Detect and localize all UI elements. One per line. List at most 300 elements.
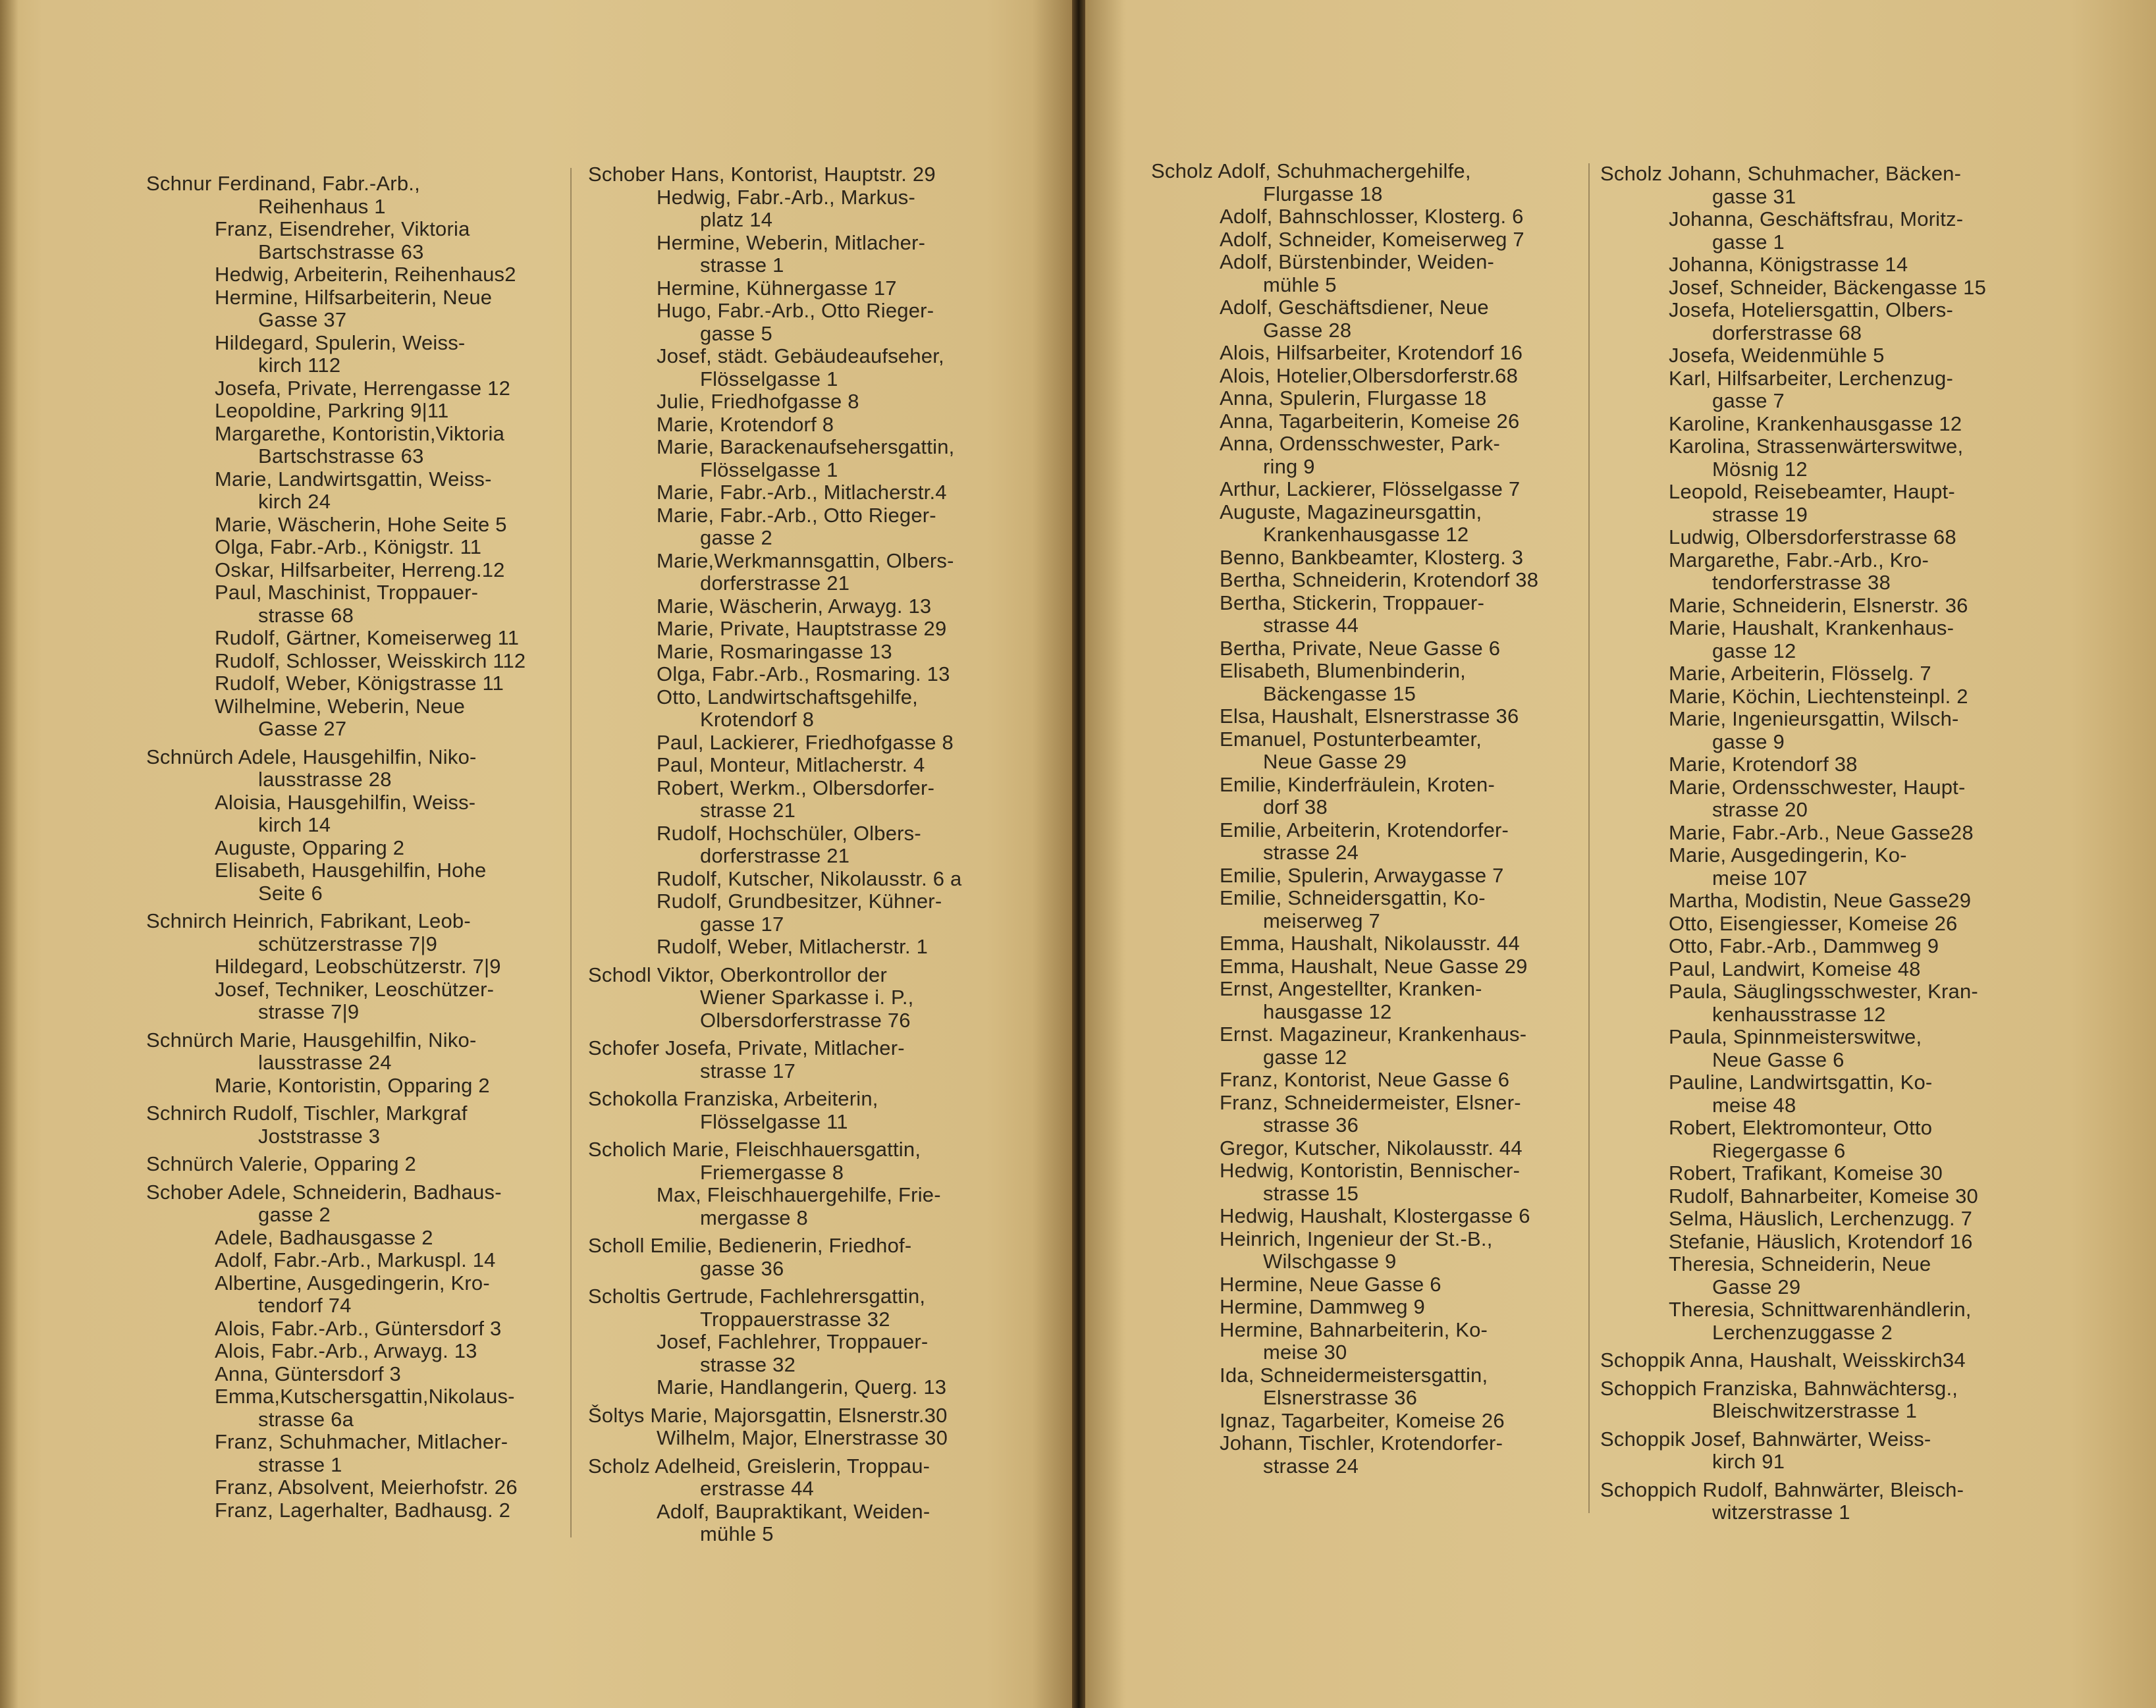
entry-continuation: gasse 9 — [1712, 730, 1785, 753]
directory-entry — [1151, 592, 1579, 637]
entry-text: Scholich Marie, Fleischhauersgattin, — [588, 1138, 921, 1161]
entry-continuation: Wiener Sparkasse i. P., — [700, 986, 914, 1009]
directory-entry — [1600, 708, 2022, 753]
entry-continuation: gasse 17 — [700, 912, 784, 936]
entry-text: Scholz Adelheid, Greislerin, Troppau- — [588, 1454, 930, 1478]
entry-text: Elsa, Haushalt, Elsnerstrasse 36 — [1220, 705, 1519, 728]
directory-entry — [1151, 1410, 1579, 1433]
directory-entry — [588, 595, 1010, 618]
entry-text: Scholtis Gertrude, Fachlehrersgattin, — [588, 1285, 926, 1308]
directory-entry — [588, 936, 1010, 959]
directory-entry — [146, 1340, 554, 1363]
entry-text: Marie, Fabr.-Arb., Otto Rieger- — [657, 503, 936, 527]
entry-text: Schober Hans, Kontorist, Hauptstr. 29 — [588, 163, 936, 186]
entry-text: Anna, Tagarbeiterin, Komeise 26 — [1220, 409, 1520, 433]
entry-text: Hugo, Fabr.-Arb., Otto Rieger- — [657, 299, 934, 322]
entry-text: Emilie, Spulerin, Arwaygasse 7 — [1220, 863, 1504, 887]
entry-text: Marie, Krotendorf 38 — [1669, 753, 1858, 776]
entry-text: Johanna, Geschäftsfrau, Moritz- — [1669, 207, 1964, 230]
entry-text: Otto, Eisengiesser, Komeise 26 — [1669, 911, 1958, 935]
entry-text: Alois, Hilfsarbeiter, Krotendorf 16 — [1220, 341, 1523, 364]
entry-text: Hildegard, Leobschützerstr. 7|9 — [215, 955, 501, 978]
entry-text: Emilie, Schneidersgattin, Ko- — [1220, 886, 1486, 909]
entry-continuation: gasse 1 — [1712, 230, 1785, 254]
directory-entry — [1151, 774, 1579, 819]
directory-entry — [1600, 344, 2022, 367]
entry-text: Schoppik Josef, Bahnwärter, Weiss- — [1600, 1427, 1931, 1451]
entry-text: Margarethe, Fabr.-Arb., Kro- — [1669, 548, 1929, 572]
entry-text: Martha, Modistin, Neue Gasse29 — [1669, 889, 1972, 912]
directory-entry — [1600, 753, 2022, 776]
entry-continuation: Krankenhausgasse 12 — [1263, 523, 1469, 546]
directory-entry — [588, 186, 1010, 232]
entry-text: Leopold, Reisebeamter, Haupt- — [1669, 480, 1955, 503]
entry-text: Aloisia, Hausgehilfin, Weiss- — [215, 790, 476, 814]
entry-text: Adolf, Bürstenbinder, Weiden- — [1220, 250, 1495, 273]
entry-text: Hermine, Weberin, Mitlacher- — [657, 230, 926, 254]
directory-entry — [146, 627, 554, 650]
entry-continuation: Gasse 29 — [1712, 1275, 1801, 1298]
directory-entry — [1600, 1231, 2022, 1254]
directory-entry — [1600, 958, 2022, 981]
directory-entry — [146, 1363, 554, 1386]
directory-entry-surname — [1600, 1349, 2022, 1372]
entry-text: Otto, Landwirtschaftsgehilfe, — [657, 685, 918, 708]
directory-entry — [588, 618, 1010, 641]
entry-text: Anna, Ordensschwester, Park- — [1220, 432, 1501, 455]
directory-entry — [146, 1272, 554, 1318]
entry-text: Adolf, Baupraktikant, Weiden- — [657, 1499, 930, 1523]
directory-entry — [1151, 342, 1579, 365]
entry-continuation: schützerstrasse 7|9 — [258, 932, 438, 955]
entry-continuation: Olbersdorferstrasse 76 — [700, 1008, 911, 1032]
directory-entry — [588, 436, 1010, 481]
directory-entry — [146, 955, 554, 978]
directory-entry — [146, 536, 554, 559]
directory-entry — [146, 468, 554, 514]
entry-text: Marie, Barackenaufsehersgattin, — [657, 435, 955, 458]
directory-entry — [588, 1184, 1010, 1229]
entry-text: Auguste, Magazineursgattin, — [1220, 500, 1482, 523]
directory-entry — [588, 481, 1010, 504]
directory-entry — [146, 1318, 554, 1341]
directory-entry — [1151, 1364, 1579, 1410]
entry-text: Robert, Trafikant, Komeise 30 — [1669, 1161, 1943, 1185]
directory-entry — [588, 641, 1010, 664]
entry-text: Marie, Fabr.-Arb., Mitlacherstr.4 — [657, 481, 947, 504]
entry-text: Šoltys Marie, Majorsgattin, Elsnerstr.30 — [588, 1403, 948, 1427]
directory-entry-surname — [588, 1088, 1010, 1133]
entry-continuation: tendorferstrasse 38 — [1712, 571, 1891, 594]
entry-text: Rudolf, Weber, Königstrasse 11 — [215, 672, 504, 695]
entry-text: Marie, Handlangerin, Querg. 13 — [657, 1375, 947, 1399]
entry-text: Bertha, Private, Neue Gasse 6 — [1220, 636, 1501, 660]
directory-entry — [588, 300, 1010, 345]
directory-entry — [588, 777, 1010, 822]
entry-text: Ludwig, Olbersdorferstrasse 68 — [1669, 525, 1956, 548]
entry-continuation: dorferstrasse 68 — [1712, 321, 1862, 344]
directory-entry — [146, 218, 554, 263]
entry-text: Marie, Köchin, Liechtensteinpl. 2 — [1669, 684, 1968, 708]
entry-text: Schnirch Heinrich, Fabrikant, Leob- — [146, 909, 471, 932]
entry-continuation: strasse 19 — [1712, 502, 1808, 526]
entry-continuation: strasse 21 — [700, 799, 796, 822]
entry-continuation: strasse 1 — [258, 1453, 342, 1476]
entry-text: Schnur Ferdinand, Fabr.-Arb., — [146, 172, 420, 195]
entry-continuation: Bartschstrasse 63 — [258, 240, 424, 263]
entry-continuation: witzerstrasse 1 — [1712, 1501, 1850, 1524]
directory-entry — [1600, 662, 2022, 685]
entry-text: Emma, Haushalt, Neue Gasse 29 — [1220, 954, 1528, 978]
entry-text: Schnirch Rudolf, Tischler, Markgraf — [146, 1102, 468, 1125]
entry-text: Josef, Fachlehrer, Troppauer- — [657, 1330, 929, 1353]
entry-text: Schokolla Franziska, Arbeiterin, — [588, 1087, 878, 1110]
directory-entry — [1600, 844, 2022, 890]
directory-entry-surname — [1600, 1479, 2022, 1524]
directory-entry — [146, 1075, 554, 1098]
entry-text: Paul, Maschinist, Troppauer- — [215, 581, 479, 604]
entry-continuation: strasse 20 — [1712, 798, 1808, 821]
directory-entry-surname — [146, 1102, 554, 1148]
directory-entry — [588, 1501, 1010, 1546]
directory-entry — [1600, 617, 2022, 662]
directory-entry — [588, 1427, 1010, 1450]
entry-text: Rudolf, Grundbesitzer, Kühner- — [657, 890, 942, 913]
entry-text: Emilie, Arbeiterin, Krotendorfer- — [1220, 818, 1509, 841]
entry-text: Marie, Schneiderin, Elsnerstr. 36 — [1669, 593, 1968, 617]
directory-entry — [588, 504, 1010, 550]
directory-entry — [1151, 251, 1579, 296]
entry-text: Marie, Ingenieursgattin, Wilsch- — [1669, 707, 1959, 730]
directory-entry-surname — [1600, 163, 2022, 208]
entry-continuation: gasse 31 — [1712, 184, 1796, 208]
entry-text: Schnürch Adele, Hausgehilfin, Niko- — [146, 745, 477, 768]
entry-text: Josefa, Hoteliersgattin, Olbers- — [1669, 298, 1953, 321]
directory-entry — [588, 550, 1010, 595]
entry-text: Josef, Schneider, Bäckengasse 15 — [1669, 275, 1987, 299]
entry-text: Emma,Kutschersgattin,Nikolaus- — [215, 1385, 515, 1408]
directory-entry — [1151, 296, 1579, 342]
entry-text: Rudolf, Gärtner, Komeiserweg 11 — [215, 626, 520, 649]
entry-continuation: Bartschstrasse 63 — [258, 444, 424, 467]
entry-text: Schoppich Rudolf, Bahnwärter, Bleisch- — [1600, 1478, 1964, 1501]
entry-continuation: gasse 36 — [700, 1256, 784, 1280]
entry-text: Benno, Bankbeamter, Klosterg. 3 — [1220, 545, 1524, 569]
entry-text: Bertha, Stickerin, Troppauer- — [1220, 591, 1485, 614]
entry-text: Franz, Schuhmacher, Mitlacher- — [215, 1430, 508, 1453]
entry-text: Adolf, Bahnschlosser, Klosterg. 6 — [1220, 205, 1524, 228]
directory-entry — [588, 232, 1010, 277]
entry-continuation: tendorf 74 — [258, 1294, 352, 1317]
entry-continuation: kirch 14 — [258, 813, 331, 836]
entry-continuation: hausgasse 12 — [1263, 1000, 1392, 1023]
entry-continuation: Flösselgasse 1 — [700, 458, 838, 481]
entry-continuation: Elsnerstrasse 36 — [1263, 1386, 1418, 1409]
left-page — [0, 0, 1072, 1708]
directory-entry — [1151, 660, 1579, 705]
entry-text: Rudolf, Kutscher, Nikolausstr. 6 a — [657, 867, 962, 890]
directory-entry — [1151, 1205, 1579, 1228]
entry-continuation: gasse 7 — [1712, 389, 1785, 412]
directory-entry — [1151, 705, 1579, 728]
entry-continuation: platz 14 — [700, 208, 773, 231]
entry-text: Scholz Adolf, Schuhmachergehilfe, — [1151, 159, 1471, 182]
entry-text: Marie,Werkmannsgattin, Olbers- — [657, 548, 954, 572]
entry-text: Franz, Lagerhalter, Badhausg. 2 — [215, 1498, 511, 1522]
entry-continuation: lausstrasse 24 — [258, 1051, 392, 1074]
entry-text: Wilhelmine, Weberin, Neue — [215, 694, 466, 718]
directory-entry — [1600, 413, 2022, 436]
directory-entry — [146, 1476, 554, 1499]
entry-text: Rudolf, Weber, Mitlacherstr. 1 — [657, 935, 929, 958]
directory-entry — [1151, 955, 1579, 978]
entry-text: Schober Adele, Schneiderin, Badhaus- — [146, 1180, 502, 1204]
directory-entry — [588, 414, 1010, 437]
entry-text: Ernst, Angestellter, Kranken- — [1220, 977, 1482, 1000]
entry-text: Robert, Elektromonteur, Otto — [1669, 1116, 1933, 1139]
directory-entry — [1151, 365, 1579, 388]
entry-text: Johann, Tischler, Krotendorfer- — [1220, 1431, 1503, 1454]
directory-entry — [588, 732, 1010, 755]
directory-entry-surname — [1600, 1377, 2022, 1423]
entry-text: Josef, städt. Gebäudeaufseher, — [657, 344, 944, 367]
entry-text: Josefa, Private, Herrengasse 12 — [215, 376, 511, 400]
directory-entry — [1600, 1117, 2022, 1162]
entry-continuation: Flösselgasse 11 — [700, 1109, 848, 1133]
directory-entry-surname — [588, 1404, 1010, 1428]
entry-text: Marie, Landwirtsgattin, Weiss- — [215, 467, 492, 491]
directory-entry-surname — [588, 1455, 1010, 1501]
directory-entry — [1600, 1026, 2022, 1071]
entry-continuation: mergasse 8 — [700, 1206, 808, 1229]
entry-text: Leopoldine, Parkring 9|11 — [215, 399, 449, 422]
directory-entry-surname — [146, 1029, 554, 1075]
directory-entry — [146, 423, 554, 468]
entry-text: Paula, Spinnmeisterswitwe, — [1669, 1025, 1922, 1048]
column-divider — [1588, 163, 1590, 1513]
column-1 — [146, 173, 554, 1522]
entry-continuation: meise 30 — [1263, 1341, 1347, 1364]
directory-entry — [146, 514, 554, 537]
directory-entry — [1151, 887, 1579, 932]
directory-entry — [1600, 913, 2022, 936]
directory-entry — [1600, 1208, 2022, 1231]
directory-entry — [1600, 208, 2022, 254]
directory-entry — [588, 1331, 1010, 1376]
directory-entry-surname — [1151, 160, 1579, 205]
directory-entry — [1151, 1160, 1579, 1205]
directory-entry — [1600, 254, 2022, 277]
directory-entry — [1600, 980, 2022, 1026]
entry-text: Scholl Emilie, Bedienerin, Friedhof- — [588, 1234, 912, 1257]
entry-continuation: strasse 7|9 — [258, 1000, 360, 1023]
directory-entry — [1151, 1273, 1579, 1296]
directory-entry — [1151, 433, 1579, 478]
entry-continuation: Krotendorf 8 — [700, 708, 815, 731]
entry-text: Gregor, Kutscher, Nikolausstr. 44 — [1220, 1136, 1523, 1160]
directory-entry — [1151, 1319, 1579, 1364]
entry-text: Rudolf, Bahnarbeiter, Komeise 30 — [1669, 1184, 1978, 1208]
directory-entry — [146, 650, 554, 673]
entry-text: Anna, Güntersdorf 3 — [215, 1362, 401, 1385]
entry-text: Franz, Eisendreher, Viktoria — [215, 217, 470, 240]
entry-text: Schnürch Valerie, Opparing 2 — [146, 1152, 416, 1175]
right-page — [1085, 0, 2156, 1708]
directory-entry — [1600, 890, 2022, 913]
directory-entry — [1600, 277, 2022, 300]
entry-text: Selma, Häuslich, Lerchenzugg. 7 — [1669, 1207, 1973, 1230]
entry-continuation: Bleischwitzerstrasse 1 — [1712, 1399, 1918, 1422]
column-divider — [570, 168, 572, 1537]
directory-entry — [588, 1376, 1010, 1399]
entry-text: Hedwig, Kontoristin, Bennischer- — [1220, 1159, 1521, 1182]
column-2 — [588, 163, 1010, 1546]
entry-text: Ernst. Magazineur, Krankenhaus- — [1220, 1023, 1527, 1046]
entry-continuation: erstrasse 44 — [700, 1477, 814, 1500]
directory-entry — [1151, 1228, 1579, 1273]
directory-entry-surname — [588, 1138, 1010, 1184]
directory-entry — [146, 1227, 554, 1250]
entry-text: Elisabeth, Hausgehilfin, Hohe — [215, 859, 487, 882]
directory-entry — [1600, 1298, 2022, 1344]
entry-continuation: lausstrasse 28 — [258, 768, 392, 791]
directory-entry — [146, 332, 554, 377]
entry-text: Marie, Kontoristin, Opparing 2 — [215, 1073, 490, 1097]
directory-entry — [1600, 367, 2022, 413]
entry-continuation: gasse 2 — [700, 526, 772, 549]
entry-text: Elisabeth, Blumenbinderin, — [1220, 659, 1466, 682]
directory-entry — [1151, 569, 1579, 592]
entry-continuation: strasse 24 — [1263, 1454, 1359, 1478]
entry-continuation: Troppauerstrasse 32 — [700, 1307, 890, 1331]
entry-continuation: dorferstrasse 21 — [700, 572, 850, 595]
entry-text: Schnürch Marie, Hausgehilfin, Niko- — [146, 1028, 477, 1052]
directory-entry — [1151, 410, 1579, 433]
directory-entry — [588, 890, 1010, 936]
directory-entry — [1151, 932, 1579, 955]
directory-entry — [588, 754, 1010, 777]
entry-continuation: strasse 36 — [1263, 1113, 1359, 1136]
entry-text: Pauline, Landwirtsgattin, Ko- — [1669, 1071, 1933, 1094]
directory-entry — [1600, 299, 2022, 344]
entry-continuation: Gasse 27 — [258, 717, 347, 740]
directory-entry — [146, 559, 554, 582]
entry-text: Otto, Fabr.-Arb., Dammweg 9 — [1669, 934, 1939, 957]
entry-text: Hermine, Bahnarbeiterin, Ko- — [1220, 1318, 1488, 1341]
entry-text: Auguste, Opparing 2 — [215, 836, 405, 859]
directory-entry — [146, 837, 554, 860]
entry-continuation: Lerchenzuggasse 2 — [1712, 1320, 1893, 1344]
directory-entry-surname — [1600, 1428, 2022, 1474]
entry-text: Schoppik Anna, Haushalt, Weisskirch34 — [1600, 1348, 1966, 1372]
entry-text: Emilie, Kinderfräulein, Kroten- — [1220, 772, 1495, 796]
entry-text: Franz, Absolvent, Meierhofstr. 26 — [215, 1476, 518, 1499]
directory-entry — [588, 663, 1010, 686]
directory-entry — [588, 868, 1010, 891]
entry-text: Johanna, Königstrasse 14 — [1669, 253, 1908, 276]
entry-text: Hedwig, Fabr.-Arb., Markus- — [657, 185, 916, 209]
entry-continuation: meiserweg 7 — [1263, 909, 1380, 932]
entry-text: Marie, Wäscherin, Hohe Seite 5 — [215, 512, 507, 536]
entry-continuation: Flösselgasse 1 — [700, 367, 838, 390]
entry-text: Marie, Arbeiterin, Flösselg. 7 — [1669, 662, 1931, 685]
entry-text: Theresia, Schnittwarenhändlerin, — [1669, 1298, 1972, 1321]
directory-entry — [1600, 1071, 2022, 1117]
directory-entry — [1600, 526, 2022, 549]
entry-text: Ignaz, Tagarbeiter, Komeise 26 — [1220, 1408, 1505, 1432]
entry-text: Adele, Badhausgasse 2 — [215, 1225, 433, 1249]
entry-text: Theresia, Schneiderin, Neue — [1669, 1252, 1931, 1275]
entry-text: Emanuel, Postunterbeamter, — [1220, 727, 1482, 751]
entry-continuation: Joststrasse 3 — [258, 1124, 381, 1148]
entry-continuation: strasse 44 — [1263, 614, 1359, 637]
directory-entry — [146, 791, 554, 837]
entry-text: Hildegard, Spulerin, Weiss- — [215, 331, 466, 354]
directory-entry — [146, 672, 554, 695]
entry-continuation: Bäckengasse 15 — [1263, 681, 1416, 705]
entry-text: Karolina, Strassenwärterswitwe, — [1669, 435, 1964, 458]
entry-continuation: kirch 91 — [1712, 1450, 1785, 1473]
entry-continuation: kirch 112 — [258, 354, 341, 377]
directory-entry — [1600, 1162, 2022, 1185]
entry-continuation: strasse 15 — [1263, 1181, 1359, 1205]
entry-text: Paul, Monteur, Mitlacherstr. 4 — [657, 753, 925, 776]
entry-text: Marie, Ordensschwester, Haupt- — [1669, 775, 1966, 799]
directory-entry — [1600, 822, 2022, 845]
entry-text: Marie, Fabr.-Arb., Neue Gasse28 — [1669, 820, 1974, 844]
directory-entry — [1600, 776, 2022, 822]
directory-entry — [146, 695, 554, 741]
directory-entry — [1151, 228, 1579, 252]
entry-text: Rudolf, Schlosser, Weisskirch 112 — [215, 649, 526, 672]
entry-text: Hedwig, Arbeiterin, Reihenhaus2 — [215, 263, 516, 286]
entry-text: Ida, Schneidermeistersgattin, — [1220, 1363, 1488, 1387]
entry-text: Alois, Hotelier,Olbersdorferstr.68 — [1220, 363, 1519, 387]
directory-entry — [588, 390, 1010, 414]
entry-text: Arthur, Lackierer, Flösselgasse 7 — [1220, 477, 1521, 500]
entry-continuation: Flurgasse 18 — [1263, 182, 1383, 205]
directory-entry — [1151, 637, 1579, 660]
entry-continuation: gasse 5 — [700, 321, 772, 345]
entry-continuation: gasse 12 — [1263, 1045, 1347, 1069]
directory-entry — [146, 859, 554, 905]
directory-entry — [146, 377, 554, 400]
directory-entry — [1151, 1432, 1579, 1478]
directory-entry — [1151, 205, 1579, 228]
directory-entry-surname — [588, 163, 1010, 186]
entry-text: Olga, Fabr.-Arb., Rosmaring. 13 — [657, 662, 950, 685]
entry-continuation: Reihenhaus 1 — [258, 194, 386, 218]
directory-entry — [1151, 1092, 1579, 1137]
entry-text: Schoppich Franziska, Bahnwächtersg., — [1600, 1376, 1958, 1400]
directory-entry — [1151, 1137, 1579, 1160]
directory-entry — [146, 286, 554, 332]
entry-text: Paula, Säuglingsschwester, Kran- — [1669, 980, 1978, 1003]
entry-text: Hedwig, Haushalt, Klostergasse 6 — [1220, 1204, 1530, 1227]
entry-continuation: gasse 2 — [258, 1203, 331, 1226]
entry-text: Paul, Lackierer, Friedhofgasse 8 — [657, 730, 954, 754]
entry-text: Alois, Fabr.-Arb., Güntersdorf 3 — [215, 1316, 502, 1340]
directory-entry — [1151, 1069, 1579, 1092]
entry-continuation: Mösnig 12 — [1712, 457, 1808, 481]
entry-text: Paul, Landwirt, Komeise 48 — [1669, 957, 1921, 980]
directory-entry-surname — [146, 1153, 554, 1176]
entry-text: Julie, Friedhofgasse 8 — [657, 390, 859, 413]
directory-entry — [1151, 478, 1579, 501]
directory-entry-surname — [146, 173, 554, 218]
entry-continuation: strasse 6a — [258, 1407, 354, 1431]
entry-text: Robert, Werkm., Olbersdorfer- — [657, 776, 935, 799]
